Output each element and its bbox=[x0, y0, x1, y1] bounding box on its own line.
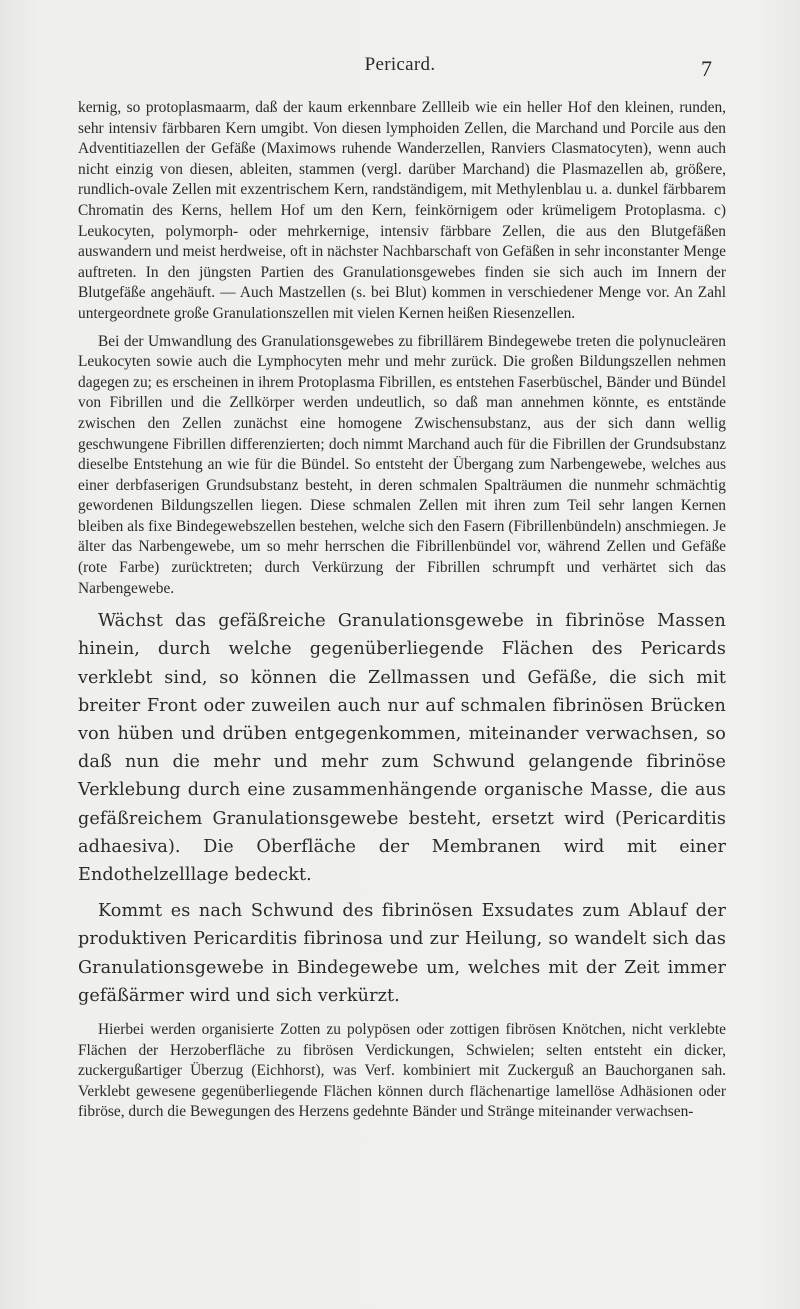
paragraph-lymphoid-cells: kernig, so protoplasmaarm, daß der kaum erkennbare Zellleib wie ein heller Hof den kleinen, runden, sehr intensiv färbbaren Kern umgibt. Von diesen lymphoiden Zellen, die Marchand und Porcile aus den Adventitiazellen der Gefäße (Maximows ruhende Wanderzellen, Ranviers Clasmatocyten), wenn auch nicht einzig von diesen, ableiten, stammen (vergl. darüber Marchand) die Plasmazellen ab, größere, rundlich-ovale Zellen mit exzentrischem Kern, randständigem, mit Methylenblau u. a. dunkel färbbarem Chromatin des Kerns, hellem Hof um den Kern, feinkörnigem oder krümeligem Protoplasma. c) Leukocyten, polymorph- oder mehrkernige, intensiv färbbare Zellen, die aus den Blutgefäßen auswandern und meist herdweise, oft in nächster Nachbarschaft von Gefäßen in sehr inconstanter Menge auftreten. In den jüngsten Partien des Granulationsgewebes finden sie sich auch im Innern der Blutgefäße angehäuft. — Auch Mastzellen (s. bei Blut) kommen in verschiedener Menge vor. An Zahl untergeordnete große Granulationszellen mit vielen Kernen heißen Riesenzellen. bbox=[78, 99, 726, 322]
page-body bbox=[78, 98, 726, 1123]
paragraph-fibrillar-transformation: Bei der Umwandlung des Granulationsgewebes zu fibrillärem Bindegewebe treten die polynucleären Leukocyten sowie auch die Lymphocyten mehr und mehr zurück. Die großen Bildungszellen nehmen dagegen zu; es erscheinen in ihrem Protoplasma Fibrillen, es entstehen Faserbüschel, Bänder und Bündel von Fibrillen und die Zellkörper werden undeutlich, so daß man annehmen könnte, es entstände zwischen den Zellen zunächst eine homogene Zwischensubstanz, aus der sich dann wellig geschwungene Fibrillen differenzierten; doch nimmt Marchand auch für die Fibrillen der Grundsubstanz dieselbe Entstehung an wie für die Bündel. So entsteht der Übergang zum Narbengewebe, welches aus einer derbfaserigen Grundsubstanz besteht, in deren schmalen Spalträumen die nunmehr schmächtig gewordenen Bildungszellen liegen. Diese schmalen Zellen mit ihren zum Teil sehr langen Kernen bleiben als fixe Bindegewebszellen bestehen, welche sich den Fasern (Fibrillenbündeln) anschmiegen. Je älter das Narbengewebe, um so mehr herrschen die Fibrillenbündel vor, während Zellen und Gefäße (rote Farbe) zurücktreten; durch Verkürzung der Fibrillen schrumpft und verhärtet sich das Narbengewebe. bbox=[78, 332, 726, 597]
page-number: 7 bbox=[701, 56, 712, 81]
paragraph-healing: Kommt es nach Schwund des fibrinösen Exsudates zum Ablauf der produktiven Pericarditis fibrinosa und zur Heilung, so wandelt sich das Granulationsgewebe in Bindegewebe um, welches mit der Zeit immer gefäßärmer wird und sich verkürzt. bbox=[78, 901, 726, 1006]
running-title: Pericard. bbox=[364, 54, 436, 75]
paragraph-fibrous-nodules: Hierbei werden organisierte Zotten zu polypösen oder zottigen fibrösen Knötchen, nicht verklebte Flächen der Herzoberfläche zu fibrösen Verdickungen, Schwielen; selten entsteht ein dicker, zuckergußartiger Überzug (Eichhorst), was Verf. kombiniert mit Zuckerguß an Bauchorganen sah. Verklebt gewesene gegenüberliegende Flächen können durch flächenartige lamellöse Adhäsionen oder fibröse, durch die Bewegungen des Herzens gedehnte Bänder und Stränge miteinander verwachsen- bbox=[78, 1021, 726, 1121]
paragraph-pericarditis-adhaesiva: Wächst das gefäßreiche Granulationsgewebe in fibrinöse Massen hinein, durch welche gegenüberliegende Flächen des Pericards verklebt sind, so können die Zellmassen und Gefäße, die sich mit breiter Front oder zuweilen auch nur auf schmalen fibrinösen Brücken von hüben und drüben entgegenkommen, miteinander verwachsen, so daß nun die mehr und mehr zum Schwund gelangende fibrinöse Verklebung durch eine zusammenhängende organische Masse, die aus gefäßreichem Granulationsgewebe besteht, ersetzt wird (Pericarditis adhaesiva). Die Oberfläche der Membranen wird mit einer Endothelzelllage bedeckt. bbox=[78, 611, 726, 886]
page-header bbox=[0, 52, 800, 82]
